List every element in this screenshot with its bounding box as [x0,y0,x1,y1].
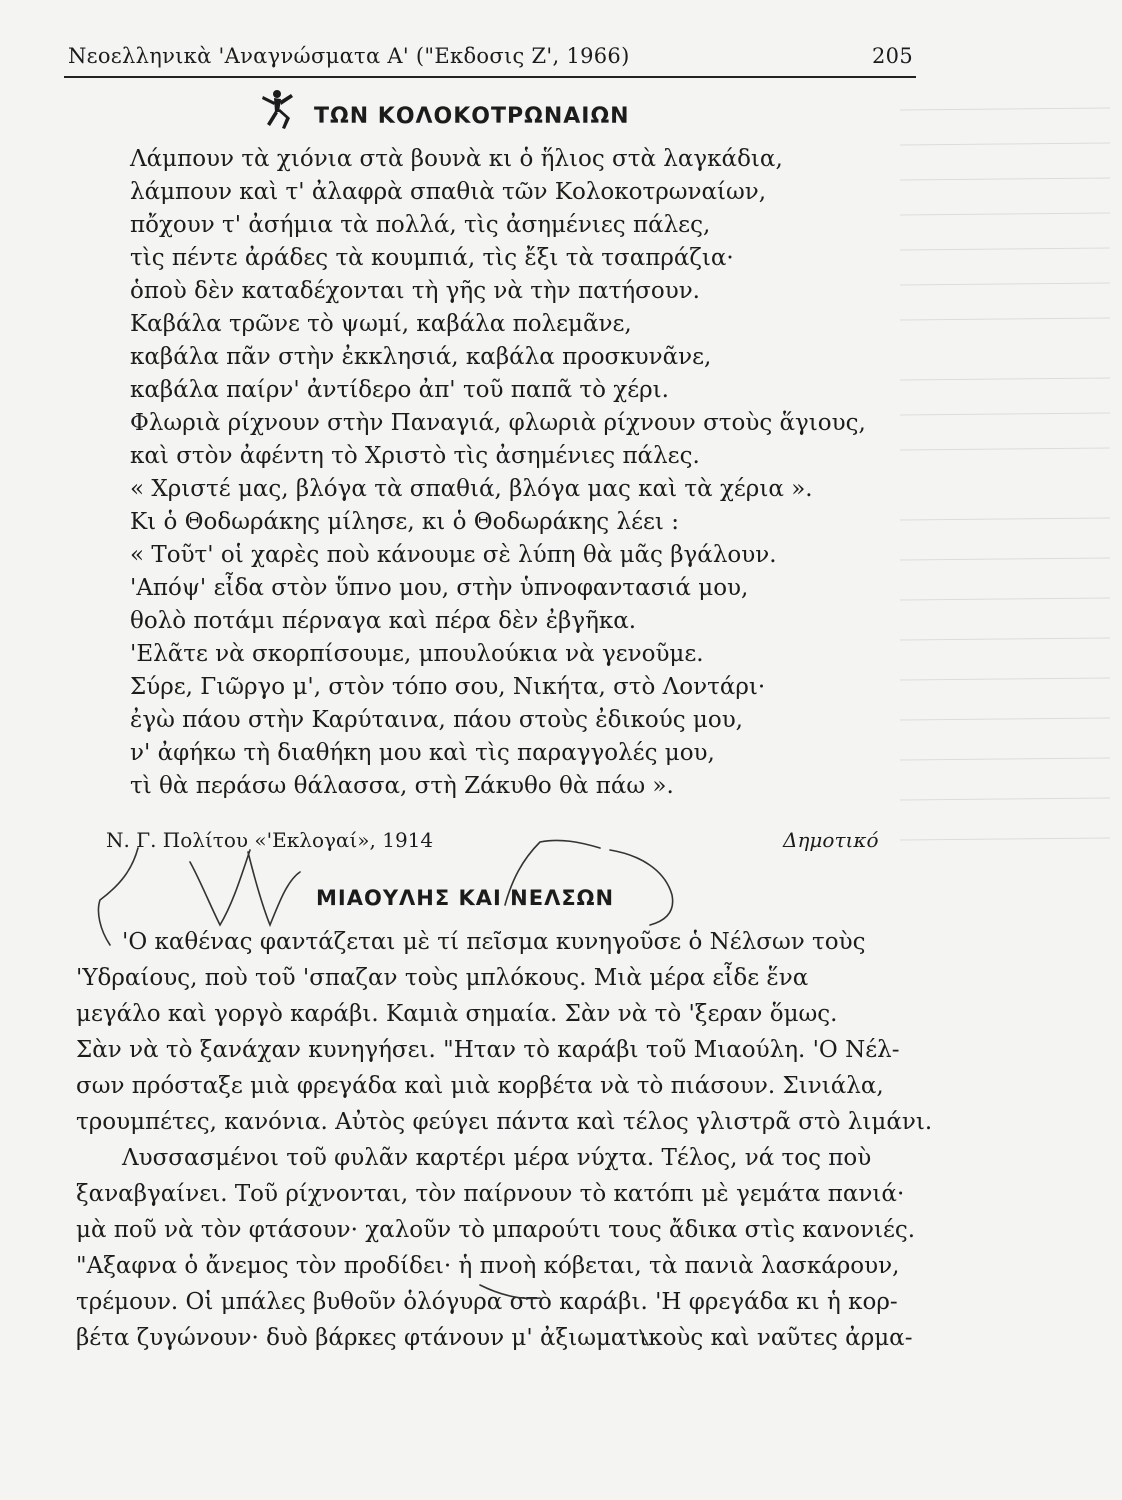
running-head [68,44,913,68]
poem-line: Καβάλα τρῶνε τὸ ψωμί, καβάλα πολεμᾶνε, [130,311,632,337]
poem-line: τὶς πέντε ἀράδες τὰ κουμπιά, τὶς ἔξι τὰ τσαπράζια· [130,245,734,271]
prose-line: βέτα ζυγώνουν· δυὸ βάρκες φτάνουν μ' ἀξιωματικοὺς καὶ ναῦτες ἀρμα- [76,1325,913,1351]
prose-line: Σὰν νὰ τὸ ξανάχαν κυνηγήσει. "Ηταν τὸ καράβι τοῦ Μιαούλη. 'Ο Νέλ- [76,1037,900,1063]
poem-line: Φλωριὰ ρίχνουν στὴν Παναγιά, φλωριὰ ρίχνουν στοὺς ἅγιους, [130,410,866,436]
poem-line: « Χριστέ μας, βλόγα τὰ σπαθιά, βλόγα μας καὶ τὰ χέρια ». [130,476,813,502]
poem-line: ὁποὺ δὲν καταδέχονται τὴ γῆς νὰ τὴν πατήσουν. [130,278,700,304]
poem-line: καὶ στὸν ἀφέντη τὸ Χριστὸ τὶς ἀσημένιες πάλες. [130,443,700,469]
prose-line: Λυσσασμένοι τοῦ φυλᾶν καρτέρι μέρα νύχτα. Τέλος, νά τος ποὺ [122,1145,872,1171]
prose-line: τρέμουν. Οἱ μπάλες βυθοῦν ὁλόγυρα στὸ καράβι. 'Η φρεγάδα κι ἡ κορ- [76,1289,898,1315]
poem-title: ΤΩΝ ΚΟΛΟΚΟΤΡΩΝΑΙΩΝ [314,104,630,129]
prose-title: ΜΙΑΟΥΛΗΣ ΚΑΙ ΝΕΛΣΩΝ [316,886,615,910]
poem-source: Ν. Γ. Πολίτου «'Εκλογαί», 1914 [106,828,434,852]
poem-line: πὄχουν τ' ἀσήμια τὰ πολλά, τὶς ἀσημένιες πάλες, [130,212,711,238]
prose-line: 'Υδραίους, ποὺ τοῦ 'σπαζαν τοὺς μπλόκους. Μιὰ μέρα εἶδε ἕνα [76,965,809,991]
poem-line: καβάλα πᾶν στὴν ἐκκλησιά, καβάλα προσκυνᾶνε, [130,344,712,370]
poem-line: θολὸ ποτάμι πέρναγα καὶ πέρα δὲν ἐβγῆκα. [130,608,637,634]
poem-line: Λάμπουν τὰ χιόνια στὰ βουνὰ κι ὁ ἥλιος στὰ λαγκάδια, [130,146,783,172]
page-number: 205 [872,44,913,68]
poem-line: « Τοῦτ' οἱ χαρὲς ποὺ κάνουμε σὲ λύπη θὰ μᾶς βγάλουν. [130,542,777,568]
poem-line: ν' ἀφήκω τὴ διαθήκη μου καὶ τὶς παραγγολές μου, [130,740,715,766]
poem-line: Κι ὁ Θοδωράκης μίλησε, κι ὁ Θοδωράκης λέει : [130,509,679,535]
header-rule [64,76,916,78]
dancer-ornament-icon [255,88,297,132]
poem-line: Σύρε, Γιῶργο μ', στὸν τόπο σου, Νικήτα, στὸ Λοντάρι· [130,674,766,700]
prose-text [76,924,933,1356]
poem-line: λάμπουν καὶ τ' ἀλαφρὰ σπαθιὰ τῶν Κολοκοτρωναίων, [130,179,767,205]
poem-line: ἐγὼ πάου στὴν Καρύταινα, πάου στοὺς ἐδικούς μου, [130,707,743,733]
prose-line: μὰ ποῦ νὰ τὸν φτάσουν· χαλοῦν τὸ μπαρούτι τους ἄδικα στὶς κανονιές. [76,1217,916,1243]
poem-line: 'Ελᾶτε νὰ σκορπίσουμε, μπουλούκια νὰ γενοῦμε. [130,641,704,667]
prose-line: "Αξαφνα ὁ ἄνεμος τὸν προδίδει· ἡ πνοὴ κόβεται, τὰ πανιὰ λασκάρουν, [76,1253,900,1279]
poem-line: 'Απόψ' εἶδα στὸν ὕπνο μου, στὴν ὑπνοφαντασιά μου, [130,575,749,601]
poem-line: καβάλα παίρν' ἀντίδερο ἀπ' τοῦ παπᾶ τὸ χέρι. [130,377,669,403]
poem-genre: Δημοτικό [783,828,879,852]
prose-line: μεγάλο καὶ γοργὸ καράβι. Καμιὰ σημαία. Σὰν νὰ τὸ 'ξεραν ὅμως. [76,1001,838,1027]
prose-line: τρουμπέτες, κανόνια. Αὐτὸς φεύγει πάντα καὶ τέλος γλιστρᾶ στὸ λιμάνι. [76,1109,933,1135]
poem-line: τὶ θὰ περάσω θάλασσα, στὴ Ζάκυθο θὰ πάω ». [130,773,674,799]
prose-line: 'Ο καθένας φαντάζεται μὲ τί πεῖσμα κυνηγοῦσε ὁ Νέλσων τοὺς [122,929,866,955]
prose-line: ξαναβγαίνει. Τοῦ ρίχνονται, τὸν παίρνουν τὸ κατόπι μὲ γεμάτα πανιά· [76,1181,905,1207]
prose-line: σων πρόσταξε μιὰ φρεγάδα καὶ μιὰ κορβέτα νὰ τὸ πιάσουν. Σινιάλα, [76,1073,884,1099]
poem-text [130,143,890,803]
book-title: Νεοελληνικὰ 'Αναγνώσματα Α' ("Εκδοσις Ζ', 1966) [68,44,630,68]
